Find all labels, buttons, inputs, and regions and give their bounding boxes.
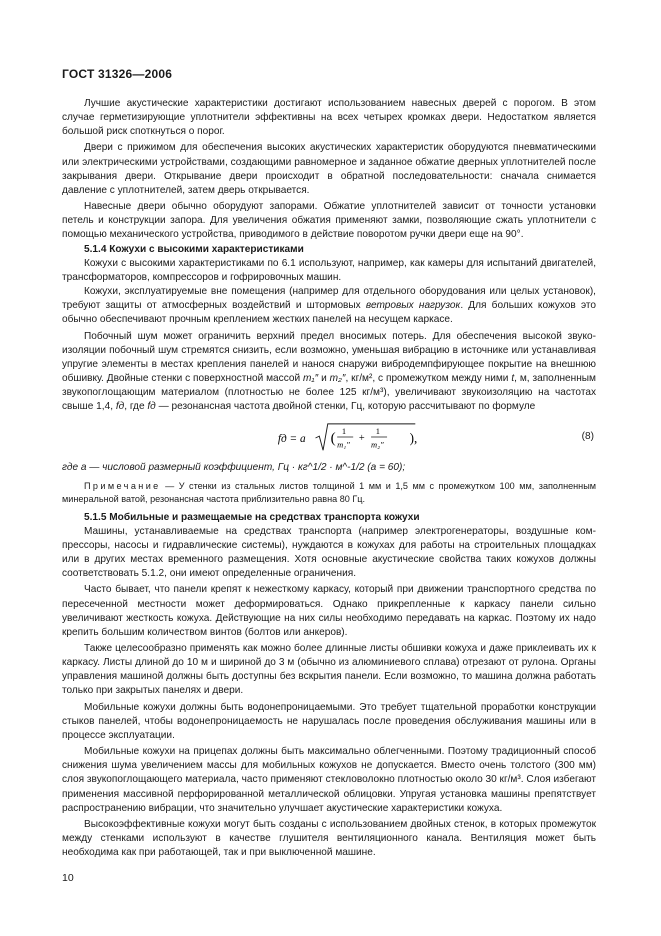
symbol-t: t xyxy=(511,372,515,384)
fraction-2-numerator: 1 xyxy=(375,426,380,437)
symbol-m1: m₁″ xyxy=(303,372,319,384)
symbol-m2: m₂″ xyxy=(329,372,346,384)
document-header: ГОСТ 31326—2006 xyxy=(62,67,173,81)
section-heading-5-1-5: 5.1.5 Мобильные и размещаемые на средствах транспорта кожухи xyxy=(84,511,420,523)
fraction-1-denominator: m₁″ xyxy=(337,439,350,450)
text-run: , м, заполненным звукопоглощающим материалом (плотностью не более 125 кг/м³), увеличивают звукоизоляцию на частотах свыше 1,4, xyxy=(62,372,596,413)
paragraph: Часто бывает, что панели крепят к нежесткому каркасу, который при движении транспортного средства по пересеченной местности может деформироваться. Однако прикрепленные к каркасу панели сильно увеличивают жесткость кожуха. Действующие на них силы необходимо передавать на каркас. Поэтому их надо крепить большим количеством винтов (болтов или анкеров). xyxy=(62,584,596,638)
text-run: и xyxy=(318,372,330,384)
paragraph: Двери с прижимом для обеспечения высоких акустических характеристик оборудуются пневматическими или электрическими устройствами, создающими равномерное и заданное обжатие дверных уплотнителей после закрывания двери. Открывание двери происходит в обратной последовательности: сначала снимается давление с уплотнителей, затем дверь открывается. xyxy=(62,142,596,196)
formula-lhs: fд = a xyxy=(277,433,306,446)
note-text: — У стенки из стальных листов толщиной 1 мм и 1,5 мм с промежутком 100 мм, заполненным минеральной ватой, резонансная частота приблизительно равна 80 Гц. xyxy=(62,480,596,504)
fraction-1-numerator: 1 xyxy=(341,426,347,437)
paragraph: Навесные двери обычно оборудуют запорами. Обжатие уплотнителей зависит от точности установки петель и конструкции запора. Для увеличения обжатия применяют замки, позволяющие сжать уплотнители с помощью механического устройства, приводимого в действие поворотом ручки двери еще на 90°. xyxy=(62,201,596,241)
paragraph: Высокоэффективные кожухи могут быть созданы с использованием двойных стенок, в которых промежуток между стенками используют в качестве глушителя вентиляционного канала. Вентиляция может быть необходима как при работающей, так и при выключенной машине. xyxy=(62,818,596,859)
symbol-fd: fд xyxy=(147,401,156,413)
formula-8 xyxy=(62,418,596,458)
text-run: , где xyxy=(124,401,148,413)
note-label: Примечание xyxy=(84,480,161,491)
page-number: 10 xyxy=(62,872,74,884)
formula-graphic xyxy=(272,422,472,454)
open-paren: ( xyxy=(330,431,336,448)
document-body xyxy=(62,97,596,860)
section-heading-5-1-4: 5.1.4 Кожухи с высокими характеристиками xyxy=(84,243,304,255)
plus-sign: + xyxy=(358,433,365,445)
paragraph: Кожухи с высокими характеристиками по 6.1 используют, например, как камеры для испытаний двигателей, трансформаторов, компрессоров и гофрировочных машин. xyxy=(62,257,596,283)
paragraph: Мобильные кожухи на прицепах должны быть максимально облегченными. Поэтому традиционный способ снижения шума увеличением массы для мобильных кожухов не допускается. Вместо очень толстого (300 мм) слоя звукопоглощающего материала, часто применяют стекловолокно плотностью около 30 кг/м³. Слоя избегают применения массивной перфорированной металлической облицовки. Упругая установка машины препятствует распространению вибрации, что значительно улучшает акустические характеристики кожуха. xyxy=(62,746,596,814)
equation-number: (8) xyxy=(581,431,594,443)
text-run: Кожухи, эксплуатируемые вне помещения (например для отдельного оборудования или целых установок), требуют защиты от атмосферных воздействий и штормовых xyxy=(62,286,596,312)
paragraph xyxy=(62,330,596,415)
fraction-2-denominator: m₂″ xyxy=(371,439,384,450)
paragraph: Мобильные кожухи должны быть водонепроницаемыми. Это требует тщательной проработки конструкции стыков панелей, чтобы водонепроницаемость не нарушалась после проведения обслуживания машины или в процессе эксплуатации. xyxy=(62,701,596,741)
paragraph: Машины, устанавливаемые на средствах транспорта (например электрогенераторы, воздушные компрессоры, насосы и гидравлические системы), нуждаются в кожухах для работы на строительных площадках или в других местах временного размещения. Хотя основные акустические свойства таких кожухов должны соответствовать 5.1.2, они имеют определенные ограничения. xyxy=(62,525,596,580)
text-run: — резонансная частота двойной стенки, Гц, которую рассчитывают по формуле xyxy=(155,401,536,413)
paragraph xyxy=(62,285,596,327)
note xyxy=(62,480,596,506)
formula-tail: ), xyxy=(409,431,418,447)
italic-text: где a — числовой размерный коэффициент, Гц · кг^1/2 · м^-1/2 (a = 60); xyxy=(62,462,406,474)
italic-text: ветровых нагрузок xyxy=(365,300,461,312)
text-run: , кг/м², с промежутком между ними xyxy=(345,372,512,384)
symbol-fd: fд xyxy=(115,401,125,413)
paragraph: Лучшие акустические характеристики достигают использованием навесных дверей с порогом. В этом случае герметизирующие уплотнители эффективны на всех четырех кромках двери. Недостатком является большой риск споткнуться о порог. xyxy=(62,98,596,138)
paragraph: Также целесообразно применять как можно более длинные листы обшивки кожуха и даже приклеивать их к каркасу. Листы длиной до 10 м и шириной до 3 м (обычно из алюминиевого сплава) отрезают от рулона. Органы управления машиной должны быть доступны без вскрытия панели. Если возможно, то машина должна работать только при закрытых панелях и двери. xyxy=(62,643,596,697)
text-run: . Для больших кожухов это обычно обеспечивают прочным креплением жестких панелей на несущем каркасе. xyxy=(62,300,597,326)
text-run: Побочный шум может ограничить верхний предел вносимых потерь. Для обеспечения высокой звукоизоляции побочный шум стремятся снизить, если возможно, уменьшая вибрацию в источнике или устанавливая упругие элементы в местах крепления панелей и нанося снаружи вибродемпфирующее покрытие на внешнюю обшивку. Двойные стенки с поверхностной массой xyxy=(62,330,596,384)
formula-explanation xyxy=(62,461,596,475)
